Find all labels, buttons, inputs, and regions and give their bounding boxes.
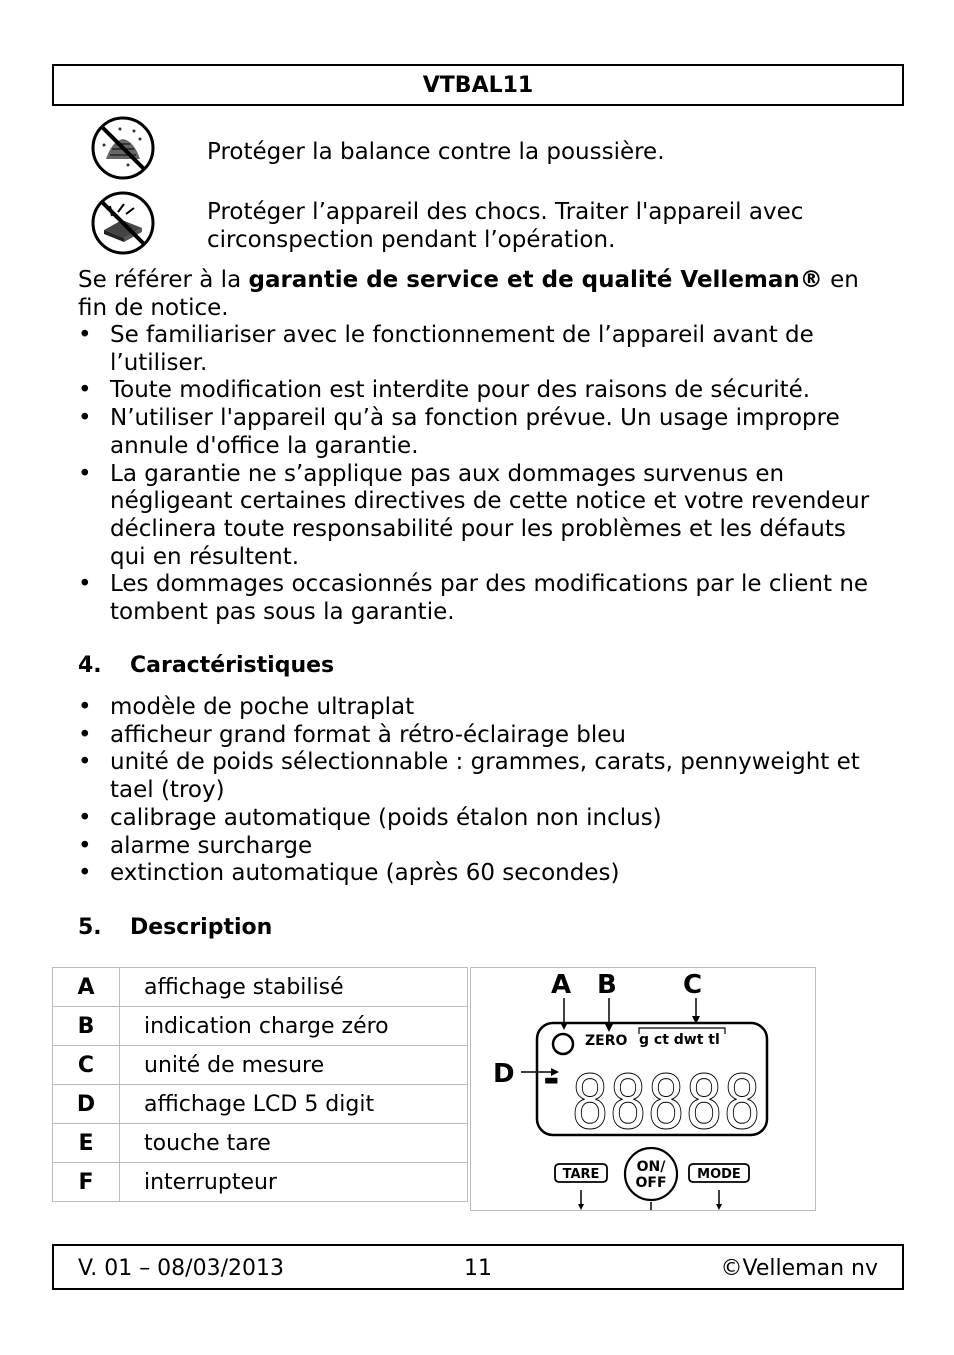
list-item: • Les dommages occasionnés par des modifications par le client ne tombent pas sous la garantie. [78, 571, 878, 626]
tare-button: TARE [562, 1167, 600, 1182]
warning-shock-line1: Protéger l’appareil des chocs. Traiter l'appareil avec [207, 199, 804, 225]
section-title: Caractéristiques [130, 653, 335, 678]
footer-version: V. 01 – 08/03/2013 [78, 1256, 284, 1281]
page-number: 11 [464, 1256, 492, 1281]
no-shock-icon [90, 190, 156, 256]
list-item: • calibrage automatique (poids étalon non inclus) [78, 805, 878, 833]
minus-sign: - [543, 1056, 560, 1102]
warranty-line2: fin de notice. [78, 295, 229, 321]
warranty-prefix: Se référer à la [78, 267, 249, 293]
safety-bullet-list [78, 322, 878, 627]
list-item: • afficheur grand format à rétro-éclairage bleu [78, 722, 878, 750]
onoff-button-bottom: OFF [635, 1175, 667, 1191]
section-number: 4. [78, 653, 102, 678]
features-bullet-list [78, 694, 878, 888]
scale-diagram [470, 967, 816, 1211]
units-indicator: g ct dwt tl [639, 1032, 720, 1048]
table-row: D affichage LCD 5 digit [53, 1085, 468, 1124]
warranty-suffix: en [822, 267, 859, 293]
list-item: • La garantie ne s’applique pas aux dommages survenus en négligeant certaines directives de cette notice et votre revendeur déclinera toute responsabilité pour les problèmes et les défauts qui en résultent. [78, 461, 878, 572]
callout-d: D [493, 1059, 515, 1089]
section-title: Description [130, 915, 273, 940]
table-row: F interrupteur [53, 1163, 468, 1202]
section-number: 5. [78, 915, 102, 940]
list-item: • Toute modification est interdite pour des raisons de sécurité. [78, 377, 878, 405]
page-footer [52, 1244, 904, 1290]
lcd-digits: 88888 [571, 1060, 761, 1146]
section-heading-features [78, 652, 334, 680]
warranty-bold: garantie de service et de qualité Velleman® [248, 267, 823, 293]
table-row: A affichage stabilisé [53, 968, 468, 1007]
no-dust-icon [90, 115, 156, 181]
callout-b: B [597, 970, 617, 1000]
table-row: C unité de mesure [53, 1046, 468, 1085]
list-item: • N’utiliser l'appareil qu’à sa fonction prévue. Un usage impropre annule d'office la garantie. [78, 405, 878, 460]
callout-c: C [683, 970, 703, 1000]
description-table [52, 967, 468, 1202]
list-item: • Se familiariser avec le fonctionnement de l’appareil avant de l’utiliser. [78, 322, 878, 377]
footer-copyright: ©Velleman nv [720, 1256, 878, 1281]
warranty-line1 [78, 266, 859, 294]
onoff-button-top: ON/ [636, 1159, 666, 1175]
list-item: • alarme surcharge [78, 833, 878, 861]
table-row: B indication charge zéro [53, 1007, 468, 1046]
list-item: • extinction automatique (après 60 secondes) [78, 860, 878, 888]
document-title: VTBAL11 [422, 73, 534, 98]
mode-button: MODE [697, 1167, 741, 1182]
list-item: • unité de poids sélectionnable : grammes, carats, pennyweight et tael (troy) [78, 749, 878, 804]
warning-dust-text: Protéger la balance contre la poussière. [207, 139, 665, 165]
zero-indicator: ZERO [585, 1033, 628, 1049]
section-heading-description [78, 914, 272, 942]
table-row: E touche tare [53, 1124, 468, 1163]
list-item: • modèle de poche ultraplat [78, 694, 878, 722]
page-header [52, 64, 904, 106]
warning-shock-line2: circonspection pendant l’opération. [207, 227, 616, 253]
callout-a: A [551, 970, 572, 1000]
